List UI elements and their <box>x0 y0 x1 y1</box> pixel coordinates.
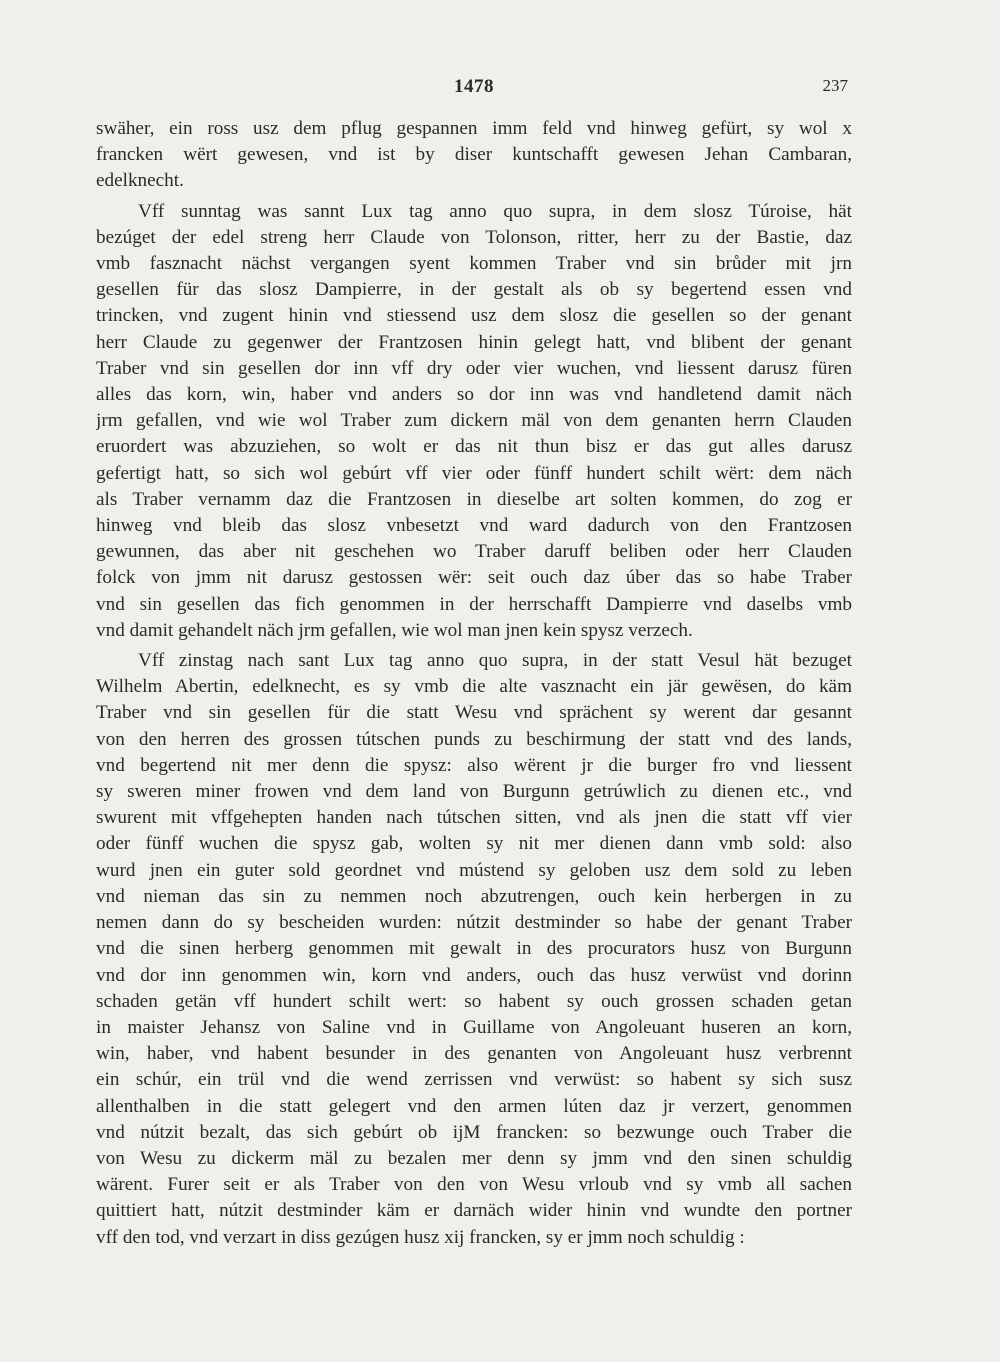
text-line: vnd begertend nit mer denn die spysz: also wërent jr die burger fro vnd liessent <box>96 754 852 776</box>
text-line: wurd jnen ein guter sold geordnet vnd mústend sy geloben usz dem sold zu leben <box>96 859 852 881</box>
text-line: eruordert was abzuziehen, so wolt er das nit thun bisz er das gut alles darusz <box>96 436 852 458</box>
text-line: francken wërt gewesen, vnd ist by diser kuntschafft gewesen Jehan Cambaran, <box>96 144 852 166</box>
text-line: Vff zinstag nach sant Lux tag anno quo supra, in der statt Vesul hät bezuget <box>138 650 852 672</box>
page-number: 237 <box>822 76 848 95</box>
text-line: Wilhelm Abertin, edelknecht, es sy vmb die alte vasznacht ein jär gewësen, do käm <box>96 676 852 698</box>
text-line: quittiert hatt, nútzit destminder käm er darnäch wider hinin vnd wundte den portner <box>96 1200 852 1222</box>
running-header <box>96 76 852 100</box>
paragraph <box>96 648 852 1251</box>
text-line: in maister Jehansz von Saline vnd in Guillame von Angoleuant huseren an korn, <box>96 1016 852 1038</box>
text-line: trincken, vnd zugent hinin vnd stiessend usz dem slosz die gesellen so der genant <box>96 305 852 327</box>
text-line: als Traber vernamm daz die Frantzosen in dieselbe art solten kommen, do zog er <box>96 488 852 510</box>
text-line: vnd dor inn genommen win, korn vnd anders, ouch das husz verwüst vnd dorinn <box>96 964 852 986</box>
text-line: Traber vnd sin gesellen für die statt Wesu vnd sprächent sy werent dar gesannt <box>96 702 852 724</box>
text-line: von den herren des grossen tútschen punds zu beschirmung der statt vnd des lands, <box>96 728 852 750</box>
text-line: vnd die sinen herberg genommen mit gewalt in des procurators husz von Burgunn <box>96 938 852 960</box>
text-line: jrm gefallen, vnd wie wol Traber zum dickern mäl von dem genanten herrn Clauden <box>96 410 852 432</box>
text-line: win, haber, vnd habent besunder in des genanten von Angoleuant husz verbrennt <box>96 1043 852 1065</box>
text-line: swäher, ein ross usz dem pflug gespannen imm feld vnd hinweg gefürt, sy wol x <box>96 118 852 139</box>
text-line: wärent. Furer seit er als Traber von den von Wesu vrloub vnd sy vmb all sachen <box>96 1174 852 1196</box>
text-line: ein schúr, ein trül vnd die wend zerrissen vnd verwüst: so habent sy sich susz <box>96 1069 852 1091</box>
text-line: von Wesu zu dickerm mäl zu bezalen mer denn sy jmm vnd den sinen schuldig <box>96 1147 852 1169</box>
header-year: 1478 <box>454 76 494 97</box>
text-line: gefertigt hatt, so sich wol gebúrt vff vier oder fünff hundert schilt wërt: dem näch <box>96 462 852 484</box>
text-line: vff den tod, vnd verzart in diss gezúgen husz xij francken, sy er jmm noch schuldig : <box>96 1226 745 1248</box>
text-line: sy sweren miner frowen vnd dem land von Burgunn getrúwlich zu dienen etc., vnd <box>96 781 852 803</box>
text-line: allenthalben in die statt gelegert vnd den armen lúten daz jr verzert, genommen <box>96 1095 852 1117</box>
text-line: vnd nieman das sin zu nemmen noch abzutrengen, ouch kein herbergen in zu <box>96 885 852 907</box>
text-line: gesellen für das slosz Dampierre, in der gestalt als ob sy begertend essen vnd <box>96 279 852 301</box>
paragraph <box>96 199 852 644</box>
text-line: swurent mit vffgehepten handen nach tútschen sitten, vnd als jnen die statt vff vier <box>96 807 852 829</box>
text-line: nemen dann do sy bescheiden wurden: nútzit destminder so habe der genant Traber <box>96 912 852 934</box>
text-line: herr Claude zu gegenwer der Frantzosen hinin gelegt hatt, vnd blibent der genant <box>96 331 852 353</box>
text-line: bezúget der edel streng herr Claude von Tolonson, ritter, herr zu der Bastie, daz <box>96 226 852 248</box>
text-line: alles das korn, win, haber vnd anders so dor inn was vnd handletend damit näch <box>96 384 852 406</box>
paragraph <box>96 116 852 195</box>
text-line: folck von jmm nit darusz gestossen wër: seit ouch daz úber das so habe Traber <box>96 567 852 589</box>
text-line: vmb fasznacht nächst vergangen syent kommen Traber vnd sin brůder mit jrn <box>96 253 852 275</box>
text-line: schaden getän vff hundert schilt wert: so habent sy ouch grossen schaden getan <box>96 990 852 1012</box>
text-line: edelknecht. <box>96 170 184 192</box>
text-line: vnd sin gesellen das fich genommen in der herrschafft Dampierre vnd daselbs vmb <box>96 593 852 615</box>
text-body <box>96 116 852 1255</box>
text-line: vnd damit gehandelt näch jrm gefallen, wie wol man jnen kein spysz verzech. <box>96 619 693 641</box>
text-line: vnd nútzit bezalt, das sich gebúrt ob ijM francken: so bezwunge ouch Traber die <box>96 1121 852 1143</box>
text-line: oder fünff wuchen die spysz gab, wolten sy nit mer dienen dann vmb sold: also <box>96 833 852 855</box>
text-line: hinweg vnd bleib das slosz vnbesetzt vnd ward dadurch von den Frantzosen <box>96 515 852 537</box>
text-line: Traber vnd sin gesellen dor inn vff dry oder vier wuchen, vnd liessent darusz füren <box>96 357 852 379</box>
text-line: gewunnen, das aber nit geschehen wo Traber daruff beliben oder herr Clauden <box>96 541 852 563</box>
text-line: Vff sunntag was sannt Lux tag anno quo supra, in dem slosz Túroise, hät <box>138 200 852 222</box>
